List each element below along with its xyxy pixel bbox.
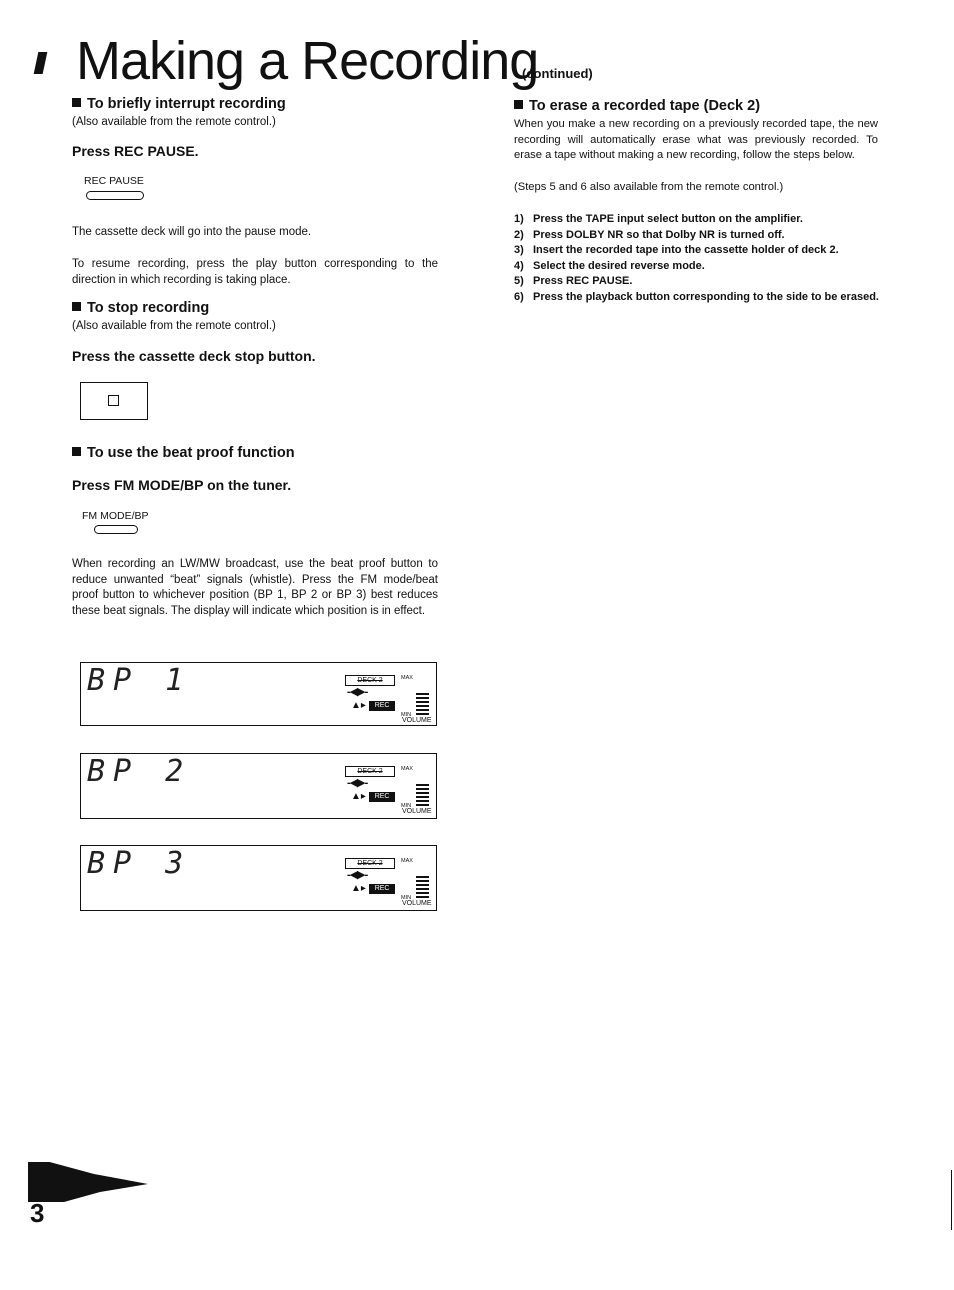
fm-mode-bp-label: FM MODE/BP: [82, 510, 149, 522]
display-segment-text: BP 1: [87, 663, 192, 698]
min-label: MIN: [401, 712, 412, 718]
deck-indicator: DECK 2: [345, 858, 395, 869]
display-segment-text: BP 2: [87, 754, 192, 789]
volume-label: VOLUME: [402, 808, 432, 815]
step-item: 2) Press DOLBY NR so that Dolby NR is turned off.: [514, 228, 785, 241]
rec-pause-label: REC PAUSE: [84, 175, 144, 187]
erase-heading: To erase a recorded tape (Deck 2): [514, 98, 760, 114]
interrupt-press: Press REC PAUSE.: [72, 143, 199, 159]
page-number: 3: [30, 1198, 45, 1228]
page-title: Making a Recording: [76, 31, 539, 91]
min-label: MIN: [401, 895, 412, 901]
display-bp2: [80, 753, 437, 819]
step-item: 4) Select the desired reverse mode.: [514, 259, 705, 272]
interrupt-heading: To briefly interrupt recording: [72, 96, 286, 112]
volume-label: VOLUME: [402, 717, 432, 724]
step-item: 5) Press REC PAUSE.: [514, 275, 633, 287]
display-segment-text: BP 3: [87, 846, 192, 881]
interrupt-body1: The cassette deck will go into the pause mode.: [72, 226, 312, 238]
interrupt-body2: To resume recording, press the play button corresponding to the direction in which recording is taking place.: [72, 258, 438, 286]
rec-indicator: ▲▸ REC: [351, 700, 395, 711]
rec-badge: REC: [369, 701, 396, 711]
volume-bars-icon: [416, 876, 429, 899]
deck-indicator: DECK 2: [345, 675, 395, 686]
erase-body: When you make a new recording on a previously recorded tape, the new recording will automatically erase what was previously recorded. To erase a tape without making a new recording, follow the steps below.: [514, 118, 878, 161]
beat-heading: To use the beat proof function: [72, 445, 295, 461]
erase-note: (Steps 5 and 6 also available from the remote control.): [514, 181, 784, 193]
stop-square-icon: [108, 395, 119, 406]
rec-badge: REC: [369, 792, 396, 802]
volume-label: VOLUME: [402, 900, 432, 907]
direction-arrows-icon: -◀▶-: [347, 686, 368, 698]
title-mark-icon: [34, 52, 48, 74]
step-item: 3) Insert the recorded tape into the cassette holder of deck 2.: [514, 244, 839, 256]
max-label: MAX: [401, 766, 413, 772]
display-bp3: [80, 845, 437, 911]
display-bp1: [80, 662, 437, 726]
rec-pause-button-icon: [86, 191, 144, 200]
direction-arrows-icon: -◀▶-: [347, 777, 368, 789]
step-item: 1) Press the TAPE input select button on the amplifier.: [514, 213, 803, 225]
erase-steps: [514, 212, 880, 305]
beat-press: Press FM MODE/BP on the tuner.: [72, 477, 292, 493]
step-item: 6) Press the playback button corresponding to the side to be erased.: [514, 290, 879, 303]
stop-heading: To stop recording: [72, 300, 209, 316]
min-label: MIN: [401, 803, 412, 809]
rec-indicator: ▲▸ REC: [351, 883, 395, 894]
max-label: MAX: [401, 858, 413, 864]
deck-indicator: DECK 2: [345, 766, 395, 777]
volume-bars-icon: [416, 693, 429, 716]
stop-note: (Also available from the remote control.): [72, 320, 276, 332]
interrupt-note: (Also available from the remote control.): [72, 116, 276, 128]
edge-rule: [951, 1170, 952, 1230]
stop-press: Press the cassette deck stop button.: [72, 348, 316, 364]
rec-indicator: ▲▸ REC: [351, 791, 395, 802]
beat-body: When recording an LW/MW broadcast, use the beat proof button to reduce unwanted “beat” signals (whistle). Press the FM mode/beat proof button to whichever position (BP 1, BP 2 or BP 3) best reduces these beat signals. The display will indicate which position is in effect.: [72, 558, 438, 617]
rec-badge: REC: [369, 884, 396, 894]
page-tab-arrow-icon: [28, 1162, 148, 1202]
continued-label: (continued): [522, 66, 593, 81]
max-label: MAX: [401, 675, 413, 681]
volume-bars-icon: [416, 784, 429, 807]
direction-arrows-icon: -◀▶-: [347, 869, 368, 881]
stop-button-icon: [80, 382, 148, 420]
fm-mode-bp-button-icon: [94, 525, 138, 534]
